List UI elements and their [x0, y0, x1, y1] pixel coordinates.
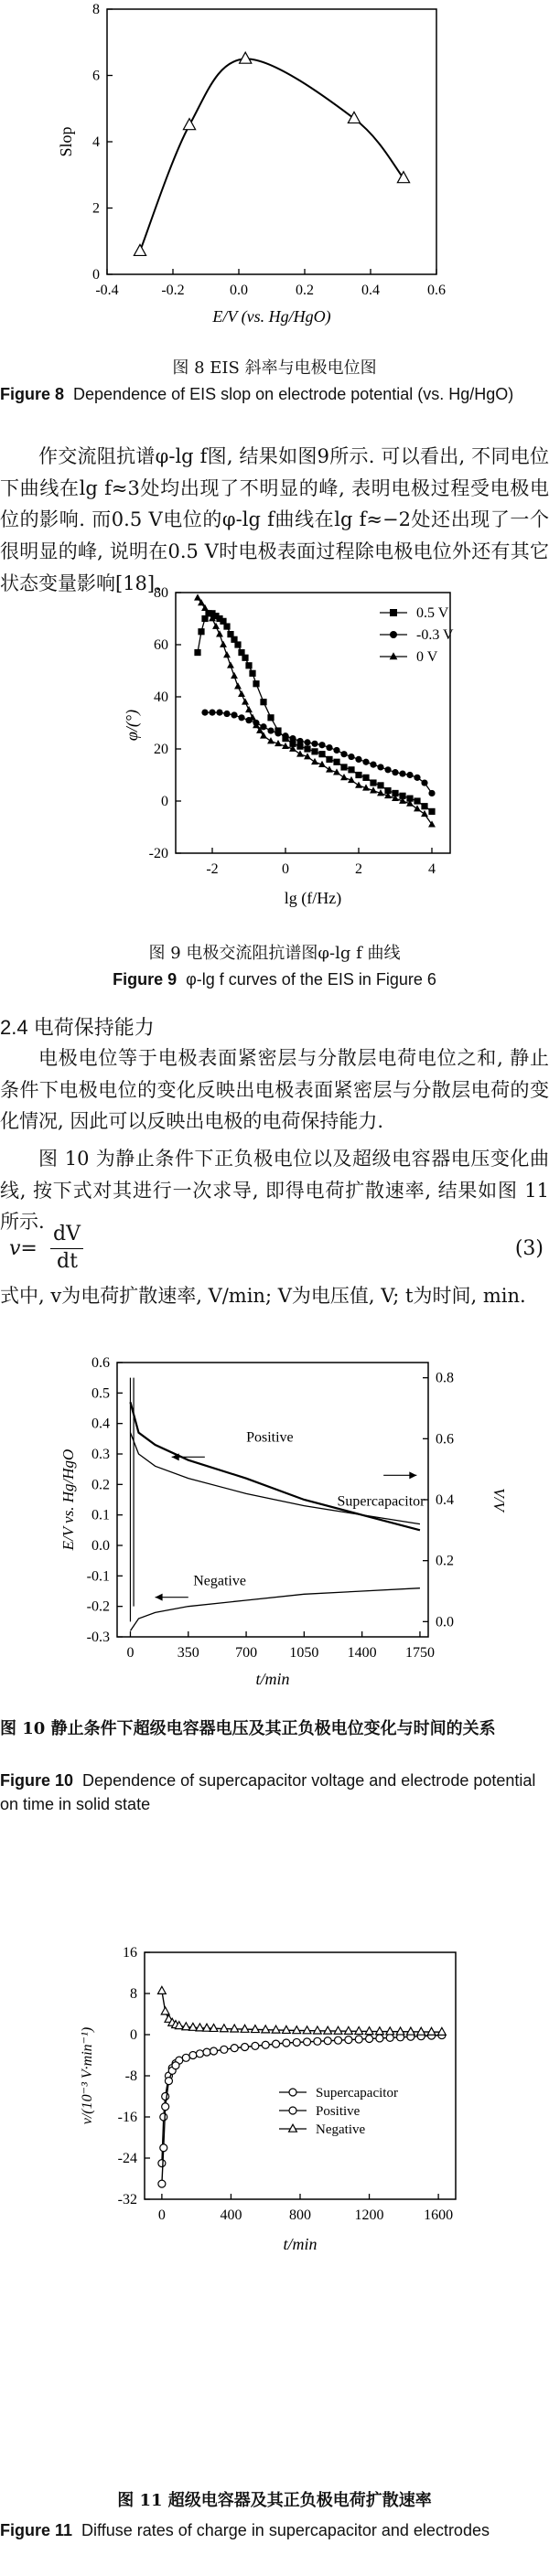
fig9-point-circle	[355, 756, 361, 763]
fig8-point	[348, 112, 360, 123]
fig9-point-circle	[304, 739, 310, 745]
y-tick-label-right: 0.2	[436, 1553, 454, 1569]
fig11-point-negative	[417, 2027, 425, 2035]
x-tick-label: 1600	[424, 2207, 454, 2223]
fig9-point-circle	[238, 714, 244, 721]
fig9-point-square	[326, 756, 332, 763]
fig11-point-negative	[272, 2026, 280, 2033]
fig9-point-square	[355, 772, 361, 778]
fig10-annotation: Positive	[246, 1429, 294, 1446]
fig9-point-circle	[406, 772, 413, 778]
fig11-point-supercapacitor	[189, 2052, 197, 2059]
fig11-point-negative	[344, 2026, 352, 2034]
fig9-ylabel: φ/(°)	[123, 709, 141, 742]
y-tick-label: 0.5	[92, 1385, 110, 1402]
fig11-point-supercapacitor	[293, 2038, 300, 2046]
fig8-point	[183, 119, 195, 130]
fig9-point-triangle	[238, 690, 245, 697]
fig11-point-negative	[334, 2026, 342, 2034]
fig11-point-negative	[386, 2027, 394, 2035]
fig9-point-circle	[209, 710, 215, 716]
y-tick-label: 2	[92, 200, 100, 217]
fig11-xlabel: t/min	[283, 2235, 318, 2253]
fig9-point-triangle	[311, 758, 318, 764]
x-tick-label: -0.4	[95, 283, 119, 298]
y-tick-label: -16	[117, 2110, 137, 2125]
fig9-series	[194, 593, 436, 827]
legend-label: Positive	[316, 2104, 361, 2119]
fig10-arrow-head	[156, 1594, 163, 1601]
x-tick-label: 700	[235, 1645, 258, 1661]
x-tick-label: 0	[126, 1645, 135, 1661]
fig9-point-square	[304, 745, 310, 752]
fig10-line-positive	[130, 1433, 419, 1524]
fig9-point-triangle	[414, 805, 421, 811]
y-tick-label: 8	[92, 2, 100, 17]
fig9-point-square	[253, 680, 259, 687]
fig9-point-square	[234, 641, 241, 647]
fig9-point-square	[249, 670, 255, 677]
legend-label: 0.5 V	[416, 605, 449, 621]
x-tick-label: 0.2	[296, 283, 314, 298]
y-tick-label: -20	[148, 846, 168, 861]
fig10-xlabel: t/min	[255, 1670, 290, 1688]
fig9-point-triangle	[326, 765, 333, 772]
x-tick-label: 1750	[404, 1645, 435, 1661]
fig9-x-ticks	[206, 848, 436, 877]
x-tick-label: 1400	[347, 1645, 377, 1661]
fig9-point-square	[421, 803, 427, 809]
fig9-point-circle	[267, 727, 274, 733]
legend-marker	[289, 2089, 296, 2096]
fig9-point-circle	[318, 742, 325, 748]
y-tick-label: 0	[161, 794, 168, 809]
fig11-point-positive	[172, 2062, 179, 2069]
fig9-point-triangle	[220, 641, 227, 647]
fig9-point-triangle	[249, 713, 256, 720]
fig10-arrow-head	[409, 1471, 416, 1479]
legend-marker	[390, 609, 397, 616]
fig9-point-circle	[326, 744, 332, 751]
fig9-point-square	[370, 779, 376, 786]
x-tick-label: 0.4	[361, 283, 380, 298]
y-tick-label: 40	[154, 689, 168, 705]
fig8-xlabel: E/V (vs. Hg/HgO)	[212, 307, 331, 326]
fig11-point-negative	[282, 2026, 290, 2033]
fig8-point	[134, 244, 145, 255]
y-tick-label: -32	[117, 2192, 137, 2207]
fig10-ylabel-right: V/V	[490, 1488, 508, 1512]
fig9-point-square	[311, 748, 318, 754]
fig11-point-positive	[158, 2180, 166, 2187]
fig11-plot-frame	[145, 1952, 456, 2199]
x-tick-label: 0	[282, 861, 289, 877]
fig9-point-circle	[333, 747, 339, 754]
fig11-ylabel: v/(10⁻³ V·min⁻¹)	[80, 2026, 95, 2125]
y-tick-label: 20	[154, 742, 168, 757]
fig9-point-square	[348, 766, 354, 773]
fig10-caption-zh: 图 10 静止条件下超级电容器电压及其正负极电位变化与时间的关系	[0, 1719, 496, 1738]
x-tick-label: 1200	[354, 2207, 384, 2223]
fig9-point-triangle	[216, 630, 223, 636]
fig11-point-supercapacitor	[376, 2035, 383, 2042]
fig9-point-square	[414, 797, 420, 804]
legend-marker	[289, 2124, 297, 2132]
x-tick-label: 0	[157, 2207, 166, 2223]
fig11-point-positive	[160, 2144, 167, 2152]
x-tick-label: 800	[289, 2207, 311, 2223]
fig10-ylabel-left: E/V vs. Hg/HgO	[59, 1448, 77, 1551]
fig11-point-positive	[165, 2078, 172, 2085]
x-tick-label: -2	[206, 861, 219, 877]
fig10-line-negative	[130, 1588, 419, 1631]
y-tick-label-right: 0.4	[436, 1492, 454, 1508]
eq-denominator: dt	[57, 1250, 78, 1273]
fig9-point-circle	[384, 766, 391, 773]
fig11-point-negative	[355, 2026, 363, 2034]
legend-marker	[390, 631, 397, 638]
fig11-point-supercapacitor	[203, 2048, 210, 2056]
fig11-line-negative	[162, 1991, 442, 2032]
fig9-point-circle	[296, 738, 303, 744]
y-tick-label: -0.1	[86, 1568, 110, 1585]
fig10-line-supercapacitor	[130, 1402, 419, 1530]
fig11-point-supercapacitor	[210, 2047, 218, 2055]
fig11-point-negative	[157, 1986, 166, 1993]
fig9-xlabel: lg (f/Hz)	[284, 889, 342, 907]
fig9-point-circle	[231, 711, 237, 718]
fig9-legend	[380, 605, 454, 665]
legend-marker	[289, 2107, 296, 2114]
fig9-point-circle	[340, 751, 347, 757]
fig9-point-circle	[216, 710, 222, 716]
fig11-point-supercapacitor	[221, 2046, 228, 2053]
fig9-point-square	[318, 751, 325, 757]
y-tick-label-right: 0.8	[436, 1370, 454, 1386]
fig11-point-negative	[220, 2025, 228, 2032]
y-tick-label-right: 0.6	[436, 1431, 454, 1448]
legend-label: Supercapacitor	[316, 2086, 398, 2100]
fig11-point-positive	[162, 2103, 169, 2111]
y-tick-label: 0.0	[92, 1538, 110, 1554]
fig9-point-circle	[428, 790, 435, 796]
fig10-x-ticks	[126, 1631, 434, 1661]
x-tick-label: 400	[220, 2207, 242, 2223]
fig11-point-supercapacitor	[242, 2044, 249, 2051]
fig9-point-square	[223, 623, 230, 629]
legend-label: -0.3 V	[416, 627, 454, 643]
figure-11-chart	[0, 1902, 549, 2268]
fig10-annotations	[156, 1430, 426, 1601]
fig9-point-triangle	[227, 661, 234, 668]
fig11-point-supercapacitor	[314, 2037, 321, 2045]
fig11-point-negative	[324, 2026, 332, 2034]
figure-9-chart	[0, 583, 549, 931]
fig9-caption-zh: 图 9 电极交流阻抗谱图φ-lg f 曲线	[148, 944, 401, 963]
fig9-point-square	[362, 775, 369, 781]
fig11-point-negative	[231, 2025, 239, 2032]
fig11-point-supercapacitor	[196, 2050, 203, 2058]
fig11-caption-en: Figure 11 Diffuse rates of charge in supercapacitor and electrodes	[0, 2521, 490, 2539]
y-tick-label: 0.2	[92, 1477, 110, 1493]
fig10-y-ticks-right	[423, 1371, 454, 1630]
y-tick-label: -24	[117, 2151, 137, 2166]
fig9-point-triangle	[296, 750, 304, 756]
fig9-caption-en: Figure 9 φ-lg f curves of the EIS in Figure 6	[113, 970, 436, 989]
fig9-point-circle	[274, 730, 281, 736]
y-tick-label: 80	[154, 585, 168, 601]
fig11-x-ticks	[158, 2194, 453, 2223]
fig11-point-supercapacitor	[386, 2034, 393, 2041]
y-tick-label: 0	[130, 2027, 137, 2043]
legend-marker	[390, 652, 398, 659]
fig11-series	[157, 1986, 446, 2187]
paragraph-1: 作交流阻抗谱φ-lg f图, 结果如图9所示. 可以看出, 不同电位下曲线在lg f≈3处均出现了不明显的峰, 表明电极过程受电极电位的影响. 而0.5 V电位的φ-lg f曲线在lg f≈−2处还出现了一个很明显的峰, 说明在0.5 V时电极表面过程除电极电位外还有其它状态变量影响[18].	[0, 445, 549, 594]
fig9-point-circle	[223, 711, 230, 717]
fig11-point-supercapacitor	[304, 2038, 311, 2046]
fig8-caption-en: Figure 8 Dependence of EIS slop on electrode potential (vs. Hg/HgO)	[0, 385, 514, 403]
fig11-point-supercapacitor	[182, 2054, 189, 2061]
fig8-y-ticks	[92, 2, 113, 283]
fig11-point-supercapacitor	[283, 2039, 290, 2047]
fig9-plot-frame	[176, 593, 450, 853]
eq-number: (3)	[514, 1237, 544, 1260]
fig11-caption-zh: 图 11 超级电容器及其正负极电荷扩散速率	[117, 2491, 432, 2510]
fig8-x-ticks	[95, 269, 446, 298]
fig11-legend	[279, 2086, 398, 2137]
y-tick-label: 8	[130, 1986, 137, 2002]
y-tick-label: 60	[154, 637, 168, 653]
fig8-caption-zh: 图 8 EIS 斜率与电极电位图	[172, 358, 377, 378]
fig9-point-square	[245, 662, 252, 668]
fig11-point-negative	[293, 2026, 301, 2034]
fig9-point-triangle	[421, 810, 428, 817]
fig11-point-negative	[161, 2007, 169, 2015]
x-tick-label: 350	[177, 1645, 199, 1661]
fig11-point-supercapacitor	[366, 2036, 373, 2043]
fig9-point-triangle	[234, 682, 242, 689]
fig8-point	[240, 52, 252, 63]
fig9-point-circle	[282, 732, 288, 739]
fig11-point-negative	[427, 2027, 436, 2035]
fig11-point-negative	[437, 2027, 446, 2035]
fig9-point-circle	[362, 759, 369, 765]
paragraph-2: 电极电位等于电极表面紧密层与分散层电荷电位之和, 静止条件下电极电位的变化反映出电极表面紧密层与分散层电荷的变化情况, 因此可以反映出电极的电荷保持能力.	[0, 1047, 549, 1133]
fig9-point-circle	[260, 723, 266, 730]
fig11-point-supercapacitor	[335, 2036, 342, 2044]
y-tick-label: -8	[124, 2068, 137, 2084]
fig9-point-triangle	[212, 623, 220, 629]
fig9-point-circle	[201, 710, 208, 716]
fig9-point-circle	[289, 735, 296, 742]
fig9-point-circle	[370, 762, 376, 768]
fig11-point-supercapacitor	[158, 2160, 166, 2167]
fig11-point-supercapacitor	[345, 2036, 352, 2044]
legend-label: Negative	[316, 2122, 366, 2137]
fig9-point-circle	[421, 779, 427, 786]
fig9-point-circle	[392, 769, 398, 775]
fig9-point-triangle	[194, 593, 201, 600]
eq-lhs: v=	[9, 1237, 38, 1260]
fig11-point-supercapacitor	[231, 2045, 238, 2052]
y-tick-label: 0.4	[92, 1416, 110, 1432]
fig8-curve	[140, 59, 404, 251]
figure-8-chart	[0, 0, 549, 338]
fig11-point-negative	[396, 2027, 404, 2035]
equation-3	[0, 1221, 549, 1276]
fig9-point-square	[198, 628, 204, 635]
fig11-point-supercapacitor	[160, 2113, 167, 2121]
paragraph-4: 式中, v为电荷扩散速率, V/min; V为电压值, V; t为时间, min.	[0, 1285, 526, 1307]
y-tick-label: -0.2	[86, 1598, 110, 1615]
fig9-point-circle	[414, 775, 420, 781]
y-tick-label: 0.1	[92, 1507, 110, 1523]
legend-label: 0 V	[416, 649, 438, 665]
figure-10-chart	[0, 1353, 549, 1701]
fig11-point-supercapacitor	[324, 2037, 331, 2045]
fig11-point-supercapacitor	[262, 2041, 269, 2048]
fig8-plot-frame	[107, 9, 436, 274]
x-tick-label: 0.0	[230, 283, 248, 298]
x-tick-label: 0.6	[427, 283, 446, 298]
fig10-annotation: Negative	[193, 1573, 246, 1589]
fig11-point-negative	[251, 2026, 259, 2033]
fig11-point-supercapacitor	[273, 2040, 280, 2047]
fig11-point-negative	[303, 2026, 311, 2034]
fig10-caption-en: Figure 10 Dependence of supercapacitor voltage and electrode potential on time in solid state	[0, 1771, 536, 1814]
fig11-point-negative	[241, 2025, 249, 2032]
paragraph-3: 图 10 为静止条件下正负极电位以及超级电容器电压变化曲线, 按下式对其进行一次求导, 即得电荷扩散速率, 结果如图 11 所示.	[0, 1148, 549, 1234]
fig9-point-triangle	[355, 782, 362, 788]
x-tick-label: 4	[428, 861, 436, 877]
eq-fraction-bar	[50, 1248, 83, 1249]
fig9-point-triangle	[245, 706, 253, 712]
fig11-point-supercapacitor	[355, 2036, 362, 2043]
fig9-point-square	[377, 782, 383, 788]
y-tick-label: 16	[123, 1945, 137, 1961]
fig9-point-triangle	[267, 737, 274, 743]
fig9-point-square	[340, 764, 347, 770]
fig9-point-triangle	[242, 698, 249, 704]
fig9-point-square	[333, 759, 339, 765]
fig9-point-circle	[399, 770, 405, 776]
fig11-point-supercapacitor	[162, 2093, 169, 2100]
fig9-point-circle	[348, 754, 354, 760]
y-tick-label: 4	[92, 134, 100, 150]
fig9-point-triangle	[231, 672, 238, 679]
fig9-point-square	[428, 808, 435, 815]
y-tick-label: 0	[92, 267, 100, 283]
fig9-point-circle	[311, 741, 318, 747]
fig11-point-negative	[375, 2027, 383, 2035]
fig10-annotation: Supercapacitor	[337, 1493, 425, 1510]
fig9-point-square	[242, 655, 248, 661]
fig9-point-square	[267, 714, 274, 721]
y-tick-label: -0.3	[86, 1630, 110, 1645]
y-tick-label-right: 0.0	[436, 1614, 454, 1630]
eq-numerator: dV	[53, 1223, 81, 1245]
section-heading: 2.4 电荷保持能力	[0, 1016, 155, 1039]
fig11-point-negative	[406, 2027, 414, 2035]
fig11-point-negative	[365, 2027, 373, 2035]
y-tick-label: 0.3	[92, 1447, 110, 1462]
x-tick-label: -0.2	[161, 283, 185, 298]
x-tick-label: 1050	[289, 1645, 319, 1661]
fig9-point-square	[260, 699, 266, 705]
y-tick-label: 6	[92, 68, 100, 84]
fig9-point-triangle	[223, 651, 231, 657]
fig11-point-negative	[262, 2026, 270, 2033]
fig11-point-negative	[313, 2026, 321, 2034]
fig9-point-circle	[377, 764, 383, 770]
fig9-point-triangle	[340, 774, 348, 780]
fig8-ylabel: Slop	[57, 126, 75, 157]
y-tick-label: 0.6	[92, 1355, 110, 1371]
x-tick-label: 2	[355, 861, 362, 877]
fig11-point-supercapacitor	[252, 2042, 259, 2049]
fig9-point-square	[194, 649, 200, 656]
